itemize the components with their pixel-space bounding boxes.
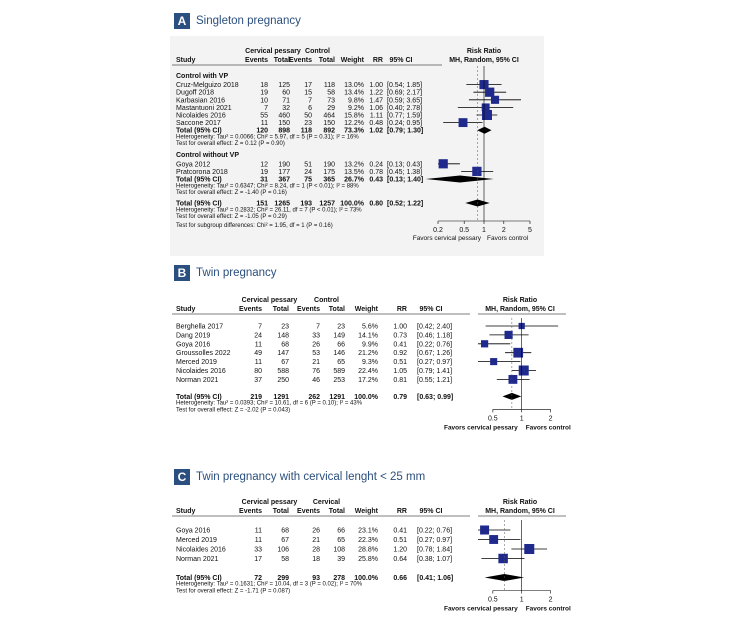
events-1: 49	[254, 350, 262, 358]
effect-square	[485, 88, 494, 97]
total-2: 23	[337, 323, 345, 331]
effect-square	[482, 110, 492, 120]
favors-right: Favors control	[525, 605, 571, 613]
total-2: 146	[333, 350, 345, 358]
events-2: 7	[308, 97, 312, 105]
total-1: 68	[281, 527, 289, 535]
total-rr: 1.02	[369, 127, 383, 135]
total-header-1: Total	[273, 57, 290, 64]
total-1: 71	[282, 97, 290, 105]
events-1: 7	[264, 104, 268, 112]
events-2: 33	[312, 332, 320, 340]
events-header-1: Events	[245, 57, 268, 64]
weight-value: 13.2%	[344, 161, 364, 169]
ci-value: [0.59; 3.65]	[387, 97, 423, 105]
total-2: 108	[333, 546, 345, 554]
events-1: 24	[254, 332, 262, 340]
events-1: 7	[258, 323, 262, 331]
group2-header: Cervical	[312, 499, 341, 506]
total-header-2: Total	[318, 57, 335, 64]
total-1: 588	[277, 368, 289, 375]
total-label: Total (95% CI)	[176, 176, 222, 184]
total-2: 39	[337, 556, 345, 563]
weight-value: 14.1%	[358, 332, 378, 340]
group1-header: Cervical pessary	[241, 297, 298, 304]
total-1: 60	[282, 89, 290, 97]
panel-b-letter: B	[174, 265, 190, 281]
total-2: 589	[333, 368, 345, 375]
total-events-2: 93	[312, 575, 320, 582]
effect-square	[509, 375, 518, 384]
panel-c-title-text: Twin pregnancy with cervical lenght < 25 mm	[196, 471, 426, 483]
total-1: 150	[278, 120, 290, 128]
total-weight: 100.0%	[354, 575, 378, 582]
x-tick-label: 0.5	[487, 415, 498, 423]
rr-value: 0.41	[393, 527, 407, 535]
total-total-1: 898	[278, 127, 290, 135]
rr-value: 1.00	[393, 323, 407, 331]
favors-right: Favors control	[525, 424, 571, 432]
heterogeneity-text: Heterogeneity: Tau² = 0.0066; Chi² = 5.97, df = 5 (P = 0.31); I² = 16%	[176, 134, 359, 141]
panel-a-title-text: Singleton pregnancy	[196, 15, 301, 27]
x-tick-label: 1	[519, 596, 524, 604]
total-1: 58	[281, 556, 289, 563]
rr-value: 1.00	[369, 82, 383, 90]
ci-value: [0.78; 1.84]	[417, 546, 453, 554]
rr-value: 0.48	[369, 120, 383, 128]
ci-value: [0.46; 1.18]	[417, 332, 453, 340]
total-header-1: Total	[272, 508, 289, 515]
total-weight: 100.0%	[340, 200, 364, 208]
events-1: 11	[254, 537, 262, 544]
study-label: Dang 2019	[176, 332, 211, 340]
events-1: 10	[260, 97, 268, 105]
study-label: Mastantuoni 2021	[176, 104, 232, 112]
total-1: 125	[278, 82, 290, 90]
study-label: Berghella 2017	[176, 323, 224, 331]
heterogeneity-text: Heterogeneity: Tau² = 0.1631; Chi² = 10.04, df = 3 (P = 0.02); I² = 70%	[176, 581, 363, 588]
total-events-2: 193	[300, 200, 312, 208]
total-rr: 0.79	[393, 393, 407, 401]
weight-value: 21.2%	[358, 350, 378, 358]
total-1: 67	[281, 537, 289, 544]
weight-header: Weight	[340, 57, 364, 64]
effect-square	[489, 535, 498, 544]
total-1: 23	[281, 323, 289, 331]
rr-title: Risk Ratio	[502, 297, 538, 304]
events-2: 15	[304, 89, 312, 97]
study-label: Groussolles 2022	[176, 350, 231, 358]
x-tick-label: 0.5	[459, 227, 470, 234]
panel-b-title	[174, 264, 277, 282]
events-2: 6	[308, 104, 312, 112]
ci-value: [0.77; 1.59]	[387, 112, 423, 120]
total-total-2: 1257	[319, 200, 335, 208]
events-2: 28	[312, 546, 320, 554]
events-header-2: Events	[297, 306, 320, 313]
weight-value: 23.1%	[358, 527, 378, 535]
total-1: 177	[278, 168, 290, 176]
panel-c	[0, 464, 752, 632]
total-label: Total (95% CI)	[176, 127, 222, 135]
x-tick-label: 5	[528, 227, 532, 234]
events-1: 11	[254, 527, 262, 535]
study-label: Merced 2019	[176, 537, 217, 544]
panel-b	[0, 258, 752, 432]
events-header-2: Events	[297, 508, 320, 515]
heterogeneity-text: Heterogeneity: Tau² = 0.0393; Chi² = 10.61, df = 6 (P = 0.10); I² = 43%	[176, 400, 363, 407]
total-rr: 0.43	[369, 176, 383, 184]
total-total-2: 892	[323, 127, 335, 135]
total-2: 253	[333, 376, 345, 384]
total-total-2: 278	[333, 575, 345, 582]
effect-square	[472, 167, 481, 176]
effect-square	[459, 118, 468, 127]
rr-subtitle: MH, Random, 95% CI	[485, 306, 555, 313]
weight-header: Weight	[354, 508, 378, 515]
panel-a-title	[174, 12, 301, 30]
weight-value: 25.8%	[358, 556, 378, 563]
x-tick-label: 2	[501, 227, 506, 234]
events-2: 21	[312, 359, 320, 367]
ci-value: [0.55; 1.21]	[417, 376, 453, 384]
study-label: Norman 2021	[176, 376, 219, 384]
events-2: 23	[304, 120, 312, 128]
x-tick-label: 0.5	[487, 596, 498, 604]
total-header-2: Total	[328, 508, 345, 515]
events-1: 11	[254, 341, 262, 349]
overall-effect-text: Test for overall effect: Z = -1.40 (P = 0.16)	[176, 190, 287, 196]
weight-value: 12.2%	[344, 120, 364, 128]
panel-b-title-text: Twin pregnancy	[196, 267, 277, 279]
total-events-2: 262	[308, 393, 320, 401]
effect-square	[524, 544, 534, 554]
weight-value: 9.2%	[348, 104, 364, 112]
forest-plot-b	[0, 292, 752, 432]
events-1: 11	[254, 359, 262, 367]
weight-value: 17.2%	[358, 376, 378, 384]
study-label: Saccone 2017	[176, 120, 221, 128]
study-header: Study	[176, 508, 196, 515]
total-1: 250	[277, 376, 289, 384]
ci-value: [0.69; 2.17]	[387, 89, 423, 97]
effect-square	[480, 525, 489, 534]
total-2: 150	[323, 120, 335, 128]
rr-value: 0.73	[393, 332, 407, 340]
events-2: 24	[304, 168, 312, 176]
total-total-2: 365	[323, 176, 335, 184]
total-events-1: 151	[256, 200, 268, 208]
ci-value: [0.67; 1.26]	[417, 350, 453, 358]
ci-value: [0.22; 0.76]	[417, 341, 453, 349]
rr-value: 1.20	[393, 546, 407, 554]
total-total-1: 367	[278, 176, 290, 184]
weight-value: 15.8%	[344, 112, 364, 120]
ci-value: [0.42; 2.40]	[417, 323, 453, 331]
total-total-1: 1291	[273, 393, 289, 401]
rr-value: 0.51	[393, 359, 407, 367]
ci-value: [0.54; 1.85]	[387, 82, 423, 90]
events-2: 21	[312, 537, 320, 544]
events-1: 55	[260, 112, 268, 120]
total-ci: [0.79; 1.30]	[387, 127, 424, 135]
study-label: Nicolaides 2016	[176, 546, 226, 554]
weight-value: 28.8%	[358, 546, 378, 554]
heterogeneity-text: Heterogeneity: Tau² = 0.2832; Chi² = 26.11, df = 7 (P < 0.01); I² = 73%	[176, 207, 362, 214]
ci-value: [0.79; 1.41]	[417, 368, 453, 375]
total-2: 66	[337, 527, 345, 535]
total-total-1: 1265	[274, 200, 290, 208]
total-events-2: 118	[300, 127, 312, 135]
total-ci: [0.13; 1.40]	[387, 176, 424, 184]
panel-c-letter: C	[174, 469, 190, 485]
forest-plot-c	[0, 494, 752, 634]
events-1: 80	[254, 368, 262, 375]
rr-title: Risk Ratio	[466, 48, 502, 55]
weight-value: 13.4%	[344, 89, 364, 97]
total-events-1: 31	[260, 176, 268, 184]
study-label: Goya 2016	[176, 341, 211, 349]
ci-value: [0.24; 0.95]	[387, 120, 423, 128]
total-1: 460	[278, 112, 290, 120]
total-1: 68	[281, 341, 289, 349]
x-tick-label: 2	[548, 415, 553, 423]
ci-value: [0.27; 0.97]	[417, 359, 453, 367]
total-2: 29	[327, 104, 335, 112]
rr-subtitle: MH, Random, 95% CI	[485, 508, 555, 515]
events-2: 26	[312, 341, 320, 349]
ci-value: [0.27; 0.97]	[417, 537, 453, 544]
events-2: 17	[304, 82, 312, 90]
weight-value: 9.9%	[362, 341, 378, 349]
favors-left: Favors cervical pessary	[412, 235, 481, 242]
total-2: 175	[323, 168, 335, 176]
weight-value: 9.8%	[348, 97, 364, 105]
rr-header: RR	[396, 306, 407, 313]
total-ci: [0.63; 0.99]	[417, 393, 454, 401]
ci-value: [0.22; 0.76]	[417, 527, 453, 535]
events-1: 17	[254, 556, 262, 563]
x-tick-label: 2	[548, 596, 553, 604]
total-1: 147	[277, 350, 289, 358]
rr-value: 0.51	[393, 537, 407, 544]
total-2: 73	[327, 97, 335, 105]
study-header: Study	[176, 306, 196, 313]
forest-plot-a	[0, 36, 752, 258]
subgroup-label: Control without VP	[176, 152, 239, 160]
effect-square	[505, 331, 513, 339]
favors-left: Favors cervical pessary	[443, 424, 518, 432]
study-label: Goya 2012	[176, 161, 211, 169]
ci-header: 95% CI	[419, 306, 443, 313]
total-events-1: 72	[254, 575, 262, 582]
events-1: 19	[260, 89, 268, 97]
total-label: Total (95% CI)	[176, 575, 222, 582]
events-1: 12	[260, 161, 268, 169]
ci-header: 95% CI	[389, 57, 413, 64]
heterogeneity-text: Heterogeneity: Tau² = 0.6347; Chi² = 8.24, df = 1 (P < 0.01); I² = 88%	[176, 183, 359, 190]
x-tick-label: 1	[519, 415, 524, 423]
group2-header: Control	[314, 297, 339, 304]
total-1: 106	[277, 546, 289, 554]
events-1: 33	[254, 546, 262, 554]
events-1: 19	[260, 168, 268, 176]
effect-square	[481, 340, 488, 347]
rr-value: 0.92	[393, 350, 407, 358]
weight-header: Weight	[354, 306, 378, 313]
total-2: 65	[337, 359, 345, 367]
x-tick-label: 1	[482, 227, 486, 234]
study-label: Goya 2016	[176, 527, 211, 535]
rr-subtitle: MH, Random, 95% CI	[449, 57, 519, 64]
events-2: 7	[316, 323, 320, 331]
events-2: 76	[312, 368, 320, 375]
total-total-1: 299	[277, 575, 289, 582]
overall-effect-text: Test for overall effect: Z = -2.02 (P = 0.043)	[176, 407, 291, 414]
study-label: Dugoff 2018	[176, 89, 215, 97]
total-weight: 26.7%	[344, 176, 364, 184]
total-events-1: 219	[250, 393, 262, 401]
total-2: 464	[323, 112, 335, 120]
events-2: 53	[312, 350, 320, 358]
total-weight: 100.0%	[354, 393, 378, 401]
group1-header: Cervical pessary	[245, 48, 301, 55]
events-2: 51	[304, 161, 312, 169]
x-tick-label: 0.2	[433, 227, 443, 234]
rr-value: 0.41	[393, 341, 407, 349]
rr-header: RR	[396, 508, 407, 515]
total-2: 65	[337, 537, 345, 544]
weight-value: 5.6%	[362, 323, 378, 331]
total-2: 190	[323, 161, 335, 169]
study-label: Cruz-Melguizo 2018	[176, 82, 239, 90]
group1-header: Cervical pessary	[241, 499, 298, 506]
study-label: Merced 2019	[176, 359, 217, 367]
ci-header: 95% CI	[419, 508, 443, 515]
total-header-2: Total	[328, 306, 345, 313]
group2-header: Control	[305, 48, 330, 55]
total-total-2: 1291	[329, 393, 345, 401]
total-ci: [0.52; 1.22]	[387, 200, 424, 208]
effect-square	[439, 159, 448, 168]
total-header-1: Total	[272, 306, 289, 313]
ci-value: [0.13; 0.43]	[387, 161, 423, 169]
total-1: 67	[281, 359, 289, 367]
total-1: 148	[277, 332, 289, 340]
events-1: 37	[254, 376, 262, 384]
total-label: Total (95% CI)	[176, 393, 222, 401]
total-1: 190	[278, 161, 290, 169]
subgroup-label: Control with VP	[176, 73, 229, 80]
rr-value: 1.05	[393, 368, 407, 375]
rr-value: 0.24	[369, 161, 383, 169]
rr-header: RR	[372, 57, 383, 64]
total-events-2: 75	[304, 176, 312, 184]
rr-value: 0.78	[369, 168, 383, 176]
rr-value: 1.22	[369, 89, 383, 97]
rr-value: 0.64	[393, 556, 407, 563]
weight-value: 22.4%	[358, 368, 378, 375]
effect-square	[498, 554, 507, 563]
ci-value: [0.38; 1.07]	[417, 556, 453, 563]
rr-title: Risk Ratio	[502, 499, 538, 506]
study-label: Nicolaides 2016	[176, 112, 226, 120]
study-header: Study	[176, 57, 196, 64]
total-2: 118	[323, 82, 335, 90]
total-label: Total (95% CI)	[176, 200, 222, 208]
events-1: 11	[260, 120, 268, 128]
subgroup-test-text: Test for subgroup differences: Chi² = 1.95, df = 1 (P = 0.16)	[176, 223, 333, 229]
overall-effect-text: Test for overall effect: Z = -1.71 (P = 0.087)	[176, 588, 291, 595]
weight-value: 13.0%	[344, 82, 364, 90]
overall-effect-text: Test for overall effect: Z = -1.05 (P = 0.29)	[176, 214, 287, 220]
study-label: Karbasian 2016	[176, 97, 226, 105]
weight-value: 13.5%	[344, 168, 364, 176]
events-2: 46	[312, 376, 320, 384]
total-2: 149	[333, 332, 345, 340]
events-2: 26	[312, 527, 320, 535]
events-2: 18	[312, 556, 320, 563]
favors-right: Favors control	[487, 235, 529, 242]
events-header-2: Events	[289, 57, 312, 64]
effect-square	[491, 96, 499, 104]
ci-value: [0.40; 2.78]	[387, 104, 423, 112]
study-label: Pratcorona 2018	[176, 168, 228, 176]
overall-effect-text: Test for overall effect: Z = 0.12 (P = 0.90)	[176, 141, 285, 148]
events-header-1: Events	[239, 306, 262, 313]
weight-value: 9.3%	[362, 359, 378, 367]
ci-value: [0.45; 1.38]	[387, 168, 423, 176]
events-1: 18	[260, 82, 268, 90]
rr-value: 1.06	[369, 104, 383, 112]
panel-a-letter: A	[174, 13, 190, 29]
rr-value: 1.11	[369, 112, 383, 120]
total-ci: [0.41; 1.06]	[417, 575, 454, 582]
favors-left: Favors cervical pessary	[443, 605, 518, 613]
study-label: Norman 2021	[176, 556, 219, 563]
rr-value: 0.81	[393, 376, 407, 384]
weight-value: 22.3%	[358, 537, 378, 544]
total-1: 32	[282, 104, 290, 112]
effect-square	[519, 366, 529, 376]
total-weight: 73.3%	[344, 127, 364, 135]
events-2: 50	[304, 112, 312, 120]
total-events-1: 120	[256, 127, 268, 135]
panel-c-title	[174, 468, 425, 486]
panel-a	[0, 0, 752, 258]
total-2: 58	[327, 89, 335, 97]
rr-value: 1.47	[369, 97, 383, 105]
effect-square	[490, 358, 497, 365]
total-2: 66	[337, 341, 345, 349]
study-label: Nicolaides 2016	[176, 368, 226, 375]
total-rr: 0.80	[369, 200, 383, 208]
total-rr: 0.66	[393, 575, 407, 582]
events-header-1: Events	[239, 508, 262, 515]
